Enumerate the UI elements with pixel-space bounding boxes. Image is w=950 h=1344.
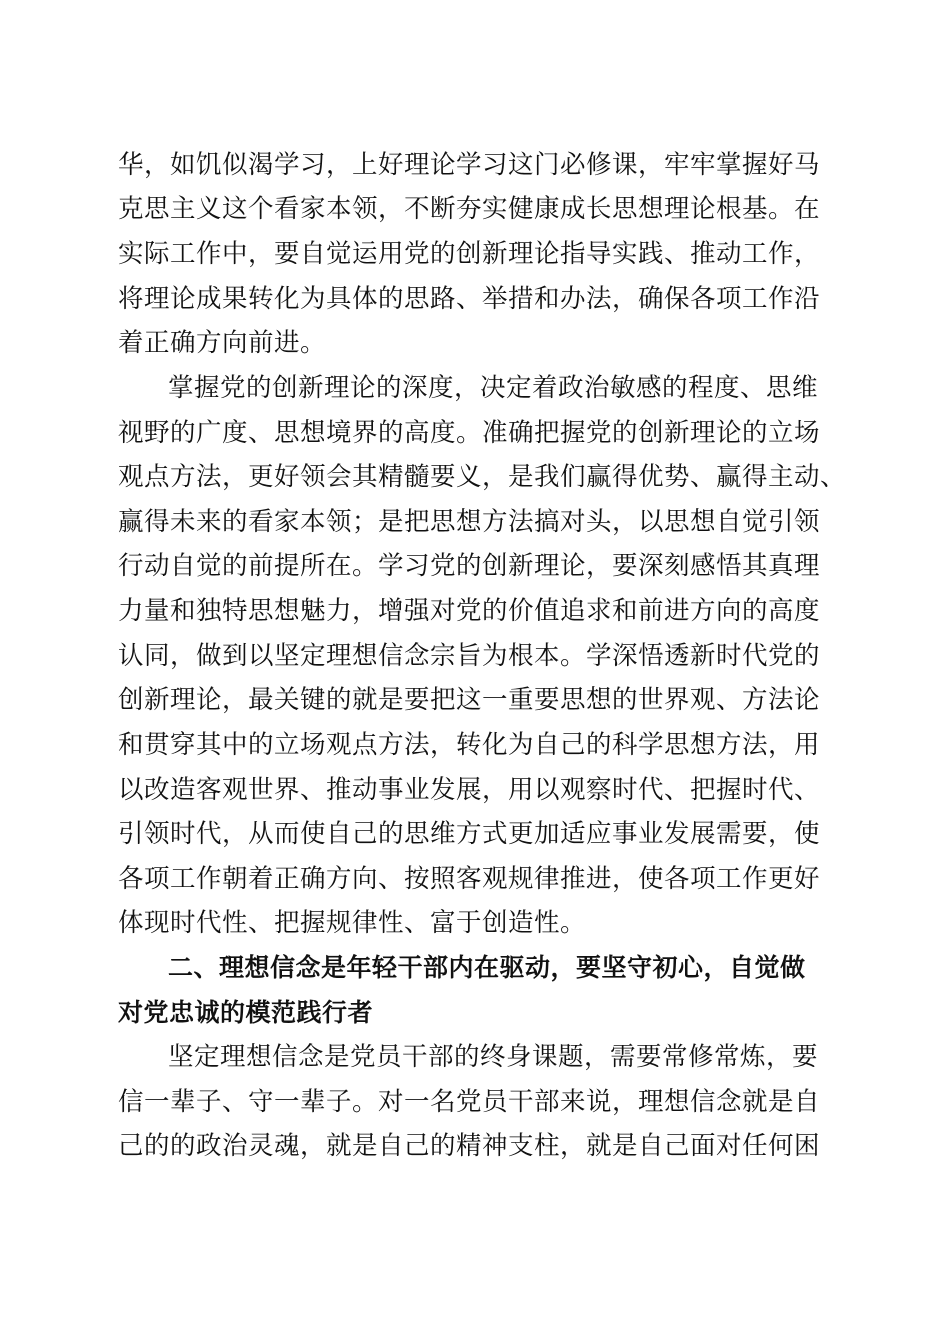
text-line: 以改造客观世界、推动事业发展，用以观察时代、把握时代、 (118, 775, 821, 805)
section-heading-continued: 对党忠诚的模范践行者 (118, 998, 374, 1027)
section-heading: 二、理想信念是年轻干部内在驱动，要坚守初心，自觉做 (168, 953, 806, 982)
paragraph-first-line: 掌握党的创新理论的深度，决定着政治敏感的程度、思维 (168, 373, 819, 403)
paragraph-first-line: 坚定理想信念是党员干部的终身课题，需要常修常炼，要 (168, 1042, 819, 1072)
text-line: 各项工作朝着正确方向、按照客观规律推进，使各项工作更好 (118, 864, 821, 894)
text-line: 着正确方向前进。 (118, 328, 327, 358)
text-line: 将理论成果转化为具体的思路、举措和办法，确保各项工作沿 (118, 284, 821, 314)
text-line: 赢得未来的看家本领；是把思想方法搞对头，以思想自觉引领 (118, 507, 821, 537)
text-line: 创新理论，最关键的就是要把这一重要思想的世界观、方法论 (118, 685, 821, 715)
text-line: 观点方法，更好领会其精髓要义，是我们赢得优势、赢得主动、 (118, 462, 847, 492)
text-line: 和贯穿其中的立场观点方法，转化为自己的科学思想方法，用 (118, 730, 821, 760)
text-line: 华，如饥似渴学习，上好理论学习这门必修课，牢牢掌握好马 (118, 150, 821, 180)
text-line: 体现时代性、把握规律性、富于创造性。 (118, 908, 587, 938)
text-line: 力量和独特思想魅力，增强对党的价值追求和前进方向的高度 (118, 596, 821, 626)
text-line: 实际工作中，要自觉运用党的创新理论指导实践、推动工作， (118, 239, 821, 269)
text-line: 视野的广度、思想境界的高度。准确把握党的创新理论的立场 (118, 418, 821, 448)
text-line: 行动自觉的前提所在。学习党的创新理论，要深刻感悟其真理 (118, 551, 821, 581)
text-line: 克思主义这个看家本领，不断夯实健康成长思想理论根基。在 (118, 194, 821, 224)
text-line: 己的的政治灵魂，就是自己的精神支柱，就是自己面对任何困 (118, 1131, 821, 1161)
text-line: 认同，做到以坚定理想信念宗旨为根本。学深悟透新时代党的 (118, 641, 821, 671)
text-line: 引领时代，从而使自己的思维方式更加适应事业发展需要，使 (118, 819, 821, 849)
text-line: 信一辈子、守一辈子。对一名党员干部来说，理想信念就是自 (118, 1087, 821, 1117)
